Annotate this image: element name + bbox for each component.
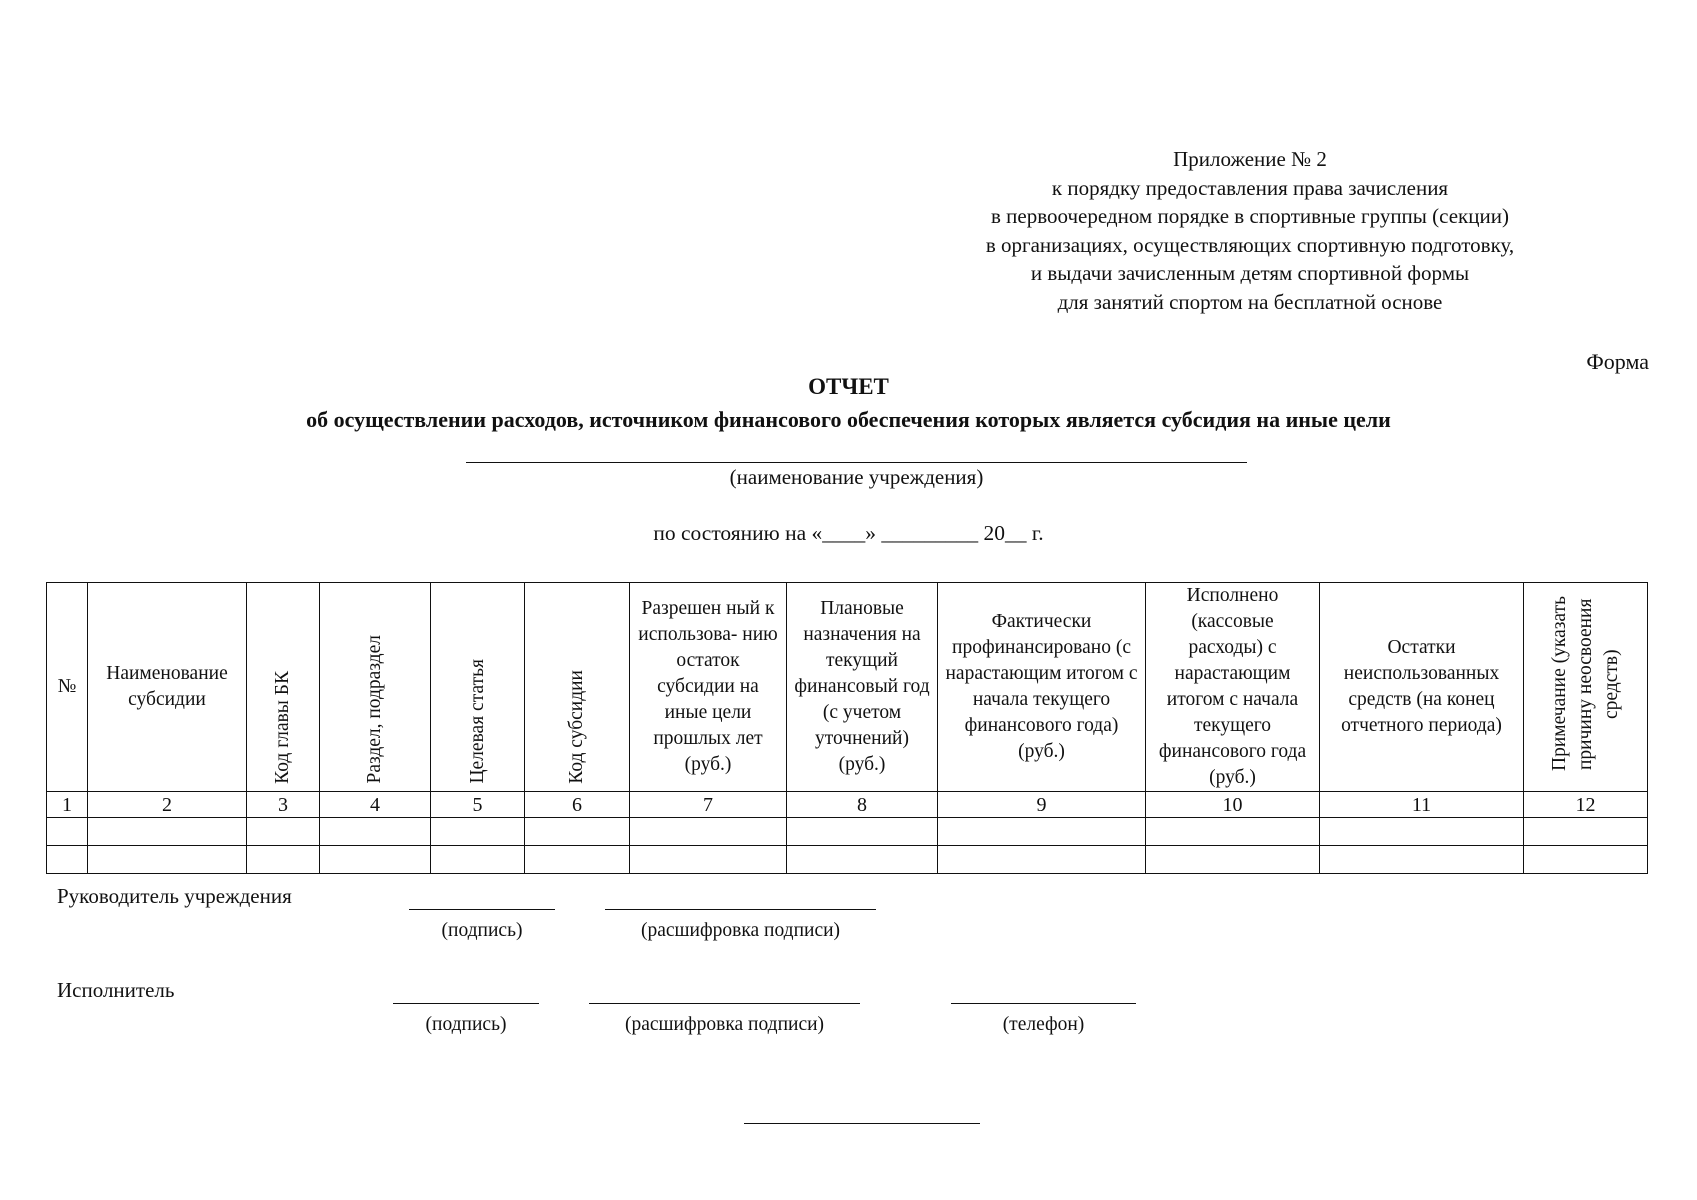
- header-cell-financed: Фактически профинансировано (с нарастающим итогом с начала текущего финансового года) (руб.): [938, 583, 1146, 792]
- executor-phone-line[interactable]: [951, 1003, 1136, 1004]
- table-header-row: [47, 583, 1648, 792]
- appendix-header: [860, 145, 1640, 316]
- form-label: Форма: [1586, 349, 1649, 374]
- executor-phone-caption: (телефон): [1002, 1014, 1085, 1035]
- column-number: 4: [320, 792, 431, 818]
- header-text-section: Раздел, подраздел: [364, 635, 385, 784]
- header-cell-balance: Остатки неиспользованных средств (на конец отчетного периода): [1320, 583, 1524, 792]
- header-cell-kbk: [247, 583, 320, 792]
- table-cell[interactable]: [630, 846, 787, 874]
- report-date-line: по состоянию на «____» _________ 20__ г.: [653, 521, 1044, 545]
- report-subtitle: об осуществлении расходов, источником финансового обеспечения которых является субсидия на иные цели: [306, 407, 1391, 432]
- table-cell[interactable]: [320, 846, 431, 874]
- table-cell[interactable]: [630, 818, 787, 846]
- header-cell-allowed-balance: Разрешен ный к использова- нию остаток субсидии на иные цели прошлых лет (руб.): [630, 583, 787, 792]
- appendix-line: в первоочередном порядке в спортивные группы (секции): [991, 204, 1509, 228]
- table-cell[interactable]: [525, 818, 630, 846]
- header-cell-subsidy-name: Наименование субсидии: [88, 583, 247, 792]
- table-numbering-row: [47, 792, 1648, 818]
- table-cell[interactable]: [1320, 846, 1524, 874]
- header-text-kbk: Код главы БК: [272, 671, 293, 784]
- table-cell[interactable]: [47, 846, 88, 874]
- table-cell[interactable]: [88, 846, 247, 874]
- table-cell[interactable]: [1146, 818, 1320, 846]
- header-cell-subsidy-code: [525, 583, 630, 792]
- table-cell[interactable]: [47, 818, 88, 846]
- header-cell-section: [320, 583, 431, 792]
- table-cell[interactable]: [1524, 818, 1648, 846]
- appendix-line: к порядку предоставления права зачисления: [1051, 175, 1449, 200]
- header-cell-note: [1524, 583, 1648, 792]
- appendix-line: для занятий спортом на бесплатной основе: [1057, 289, 1443, 314]
- executor-label: Исполнитель: [57, 978, 175, 1002]
- column-number: 9: [938, 792, 1146, 818]
- executor-decoding-caption: (расшифровка подписи): [624, 1014, 825, 1035]
- column-number: 11: [1320, 792, 1524, 818]
- executor-signature-caption: (подпись): [425, 1014, 507, 1035]
- header-cell-target-article: [431, 583, 525, 792]
- table-cell[interactable]: [525, 846, 630, 874]
- table-cell[interactable]: [787, 846, 938, 874]
- column-number: 1: [47, 792, 88, 818]
- column-number: 5: [431, 792, 525, 818]
- head-decoding-caption: (расшифровка подписи): [640, 920, 841, 941]
- executor-decoding-line[interactable]: [589, 1003, 860, 1004]
- head-decoding-line[interactable]: [605, 909, 876, 910]
- table-cell[interactable]: [247, 818, 320, 846]
- appendix-line: Приложение № 2: [1173, 147, 1327, 171]
- table-cell[interactable]: [247, 846, 320, 874]
- column-number: 8: [787, 792, 938, 818]
- header-text-note: Примечание (указать причину неосвоения средств): [1548, 596, 1622, 772]
- table-cell[interactable]: [787, 818, 938, 846]
- column-number: 10: [1146, 792, 1320, 818]
- header-cell-executed: Исполнено (кассовые расходы) с нарастающим итогом с начала текущего финансового года (руб.): [1146, 583, 1320, 792]
- table-row: [47, 846, 1648, 874]
- org-name-line[interactable]: [466, 462, 1247, 463]
- column-number: 2: [88, 792, 247, 818]
- header-text-subsidy-code: Код субсидии: [566, 670, 587, 784]
- table-cell[interactable]: [1146, 846, 1320, 874]
- table-cell[interactable]: [1524, 846, 1648, 874]
- table-cell[interactable]: [938, 818, 1146, 846]
- column-number: 12: [1524, 792, 1648, 818]
- column-number: 6: [525, 792, 630, 818]
- table-cell[interactable]: [1320, 818, 1524, 846]
- table-cell[interactable]: [938, 846, 1146, 874]
- header-cell-number: №: [47, 583, 88, 792]
- column-number: 7: [630, 792, 787, 818]
- column-number: 3: [247, 792, 320, 818]
- table-row: [47, 818, 1648, 846]
- head-label: Руководитель учреждения: [57, 884, 292, 908]
- header-text-target-article: Целевая статья: [466, 659, 488, 784]
- table-cell[interactable]: [431, 846, 525, 874]
- appendix-line: и выдачи зачисленным детям спортивной формы: [1030, 261, 1470, 285]
- head-signature-caption: (подпись): [441, 920, 523, 941]
- report-title: ОТЧЕТ: [808, 374, 889, 399]
- head-signature-line[interactable]: [409, 909, 555, 910]
- table-cell[interactable]: [88, 818, 247, 846]
- org-name-caption: (наименование учреждения): [729, 465, 984, 489]
- header-cell-planned: Плановые назначения на текущий финансовый год (с учетом уточнений) (руб.): [787, 583, 938, 792]
- table-cell[interactable]: [431, 818, 525, 846]
- report-table: [46, 582, 1648, 874]
- appendix-line: в организациях, осуществляющих спортивную подготовку,: [985, 232, 1515, 257]
- executor-signature-line[interactable]: [393, 1003, 539, 1004]
- bottom-separator-line: [744, 1123, 980, 1124]
- table-cell[interactable]: [320, 818, 431, 846]
